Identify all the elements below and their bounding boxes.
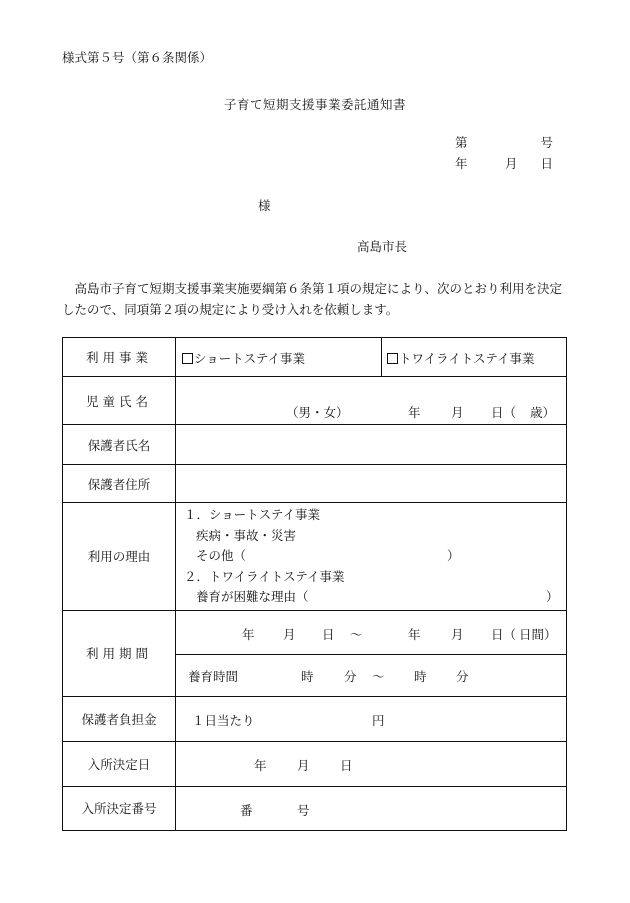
period-to-month: 月	[451, 626, 464, 642]
row-guardian-name	[63, 425, 567, 465]
decision-go: 号	[297, 802, 310, 818]
label-fee: 保護者負担金	[63, 696, 176, 741]
issuer-name: 高島市長	[357, 239, 408, 254]
care-hour-to: 時	[414, 668, 427, 684]
care-tilde: ～	[372, 668, 385, 684]
row-reason	[63, 503, 567, 611]
document-date	[455, 154, 553, 172]
period-to-year: 年	[408, 626, 421, 642]
period-days: 日間）	[519, 626, 557, 642]
decision-ban: 番	[240, 802, 253, 818]
child-birth-day: 日（	[491, 405, 517, 420]
care-hour-from: 時	[301, 668, 314, 684]
row-period	[63, 610, 567, 654]
period-to-day: 日（	[491, 626, 517, 642]
period-from-month: 月	[283, 626, 296, 642]
body-text: 高島市子育て短期支援事業実施要綱第６条第１項の規定により、次のとおり利用を決定したので、同項第２項の規定により受け入れを依頼します。	[62, 281, 563, 317]
checkbox-twilight[interactable]	[387, 353, 398, 364]
service-divider	[381, 338, 382, 376]
period-from-year: 年	[242, 626, 255, 642]
row-service	[63, 338, 567, 377]
notice-table	[62, 337, 567, 831]
cell-guardian-address[interactable]	[176, 465, 567, 503]
row-child	[63, 377, 567, 425]
decision-day: 日	[340, 757, 353, 773]
date-month: 月	[505, 156, 518, 171]
label-guardian-address: 保護者住所	[63, 465, 176, 503]
option-shortstay[interactable]: ショートステイ事業	[182, 349, 305, 367]
child-gender: （男・女）	[286, 405, 349, 420]
fee-yen: 円	[372, 712, 385, 728]
addressee-suffix: 様	[258, 198, 271, 213]
checkbox-shortstay[interactable]	[182, 353, 193, 364]
cell-reason	[176, 503, 567, 611]
number-prefix: 第	[455, 135, 468, 150]
label-service: 利用事業	[63, 338, 176, 377]
row-guardian-address	[63, 465, 567, 503]
care-time-label: 養育時間	[188, 668, 239, 684]
reason-difficulty[interactable]: 養育が困難な理由（ ）	[196, 589, 559, 604]
label-period: 利用期間	[63, 610, 176, 696]
period-tilde: ～	[350, 626, 363, 642]
cell-child	[176, 377, 567, 425]
cell-period-dates	[176, 610, 567, 654]
cell-care-time	[176, 654, 567, 696]
cell-guardian-name[interactable]	[176, 425, 567, 465]
cell-decision-date	[176, 741, 567, 786]
decision-month: 月	[297, 757, 310, 773]
fee-per-day: １日当たり	[192, 712, 255, 728]
cell-decision-number	[176, 786, 567, 830]
cell-service	[176, 338, 567, 377]
label-guardian-name: 保護者氏名	[63, 425, 176, 465]
date-year: 年	[455, 156, 468, 171]
reason-other[interactable]: その他（ ）	[196, 548, 460, 563]
label-reason: 利用の理由	[63, 503, 176, 611]
cell-fee	[176, 696, 567, 741]
row-decision-number	[63, 786, 567, 830]
child-age: 歳）	[530, 405, 556, 420]
care-min-to: 分	[456, 668, 469, 684]
label-child: 児童氏名	[63, 377, 176, 425]
child-birth-month: 月	[451, 405, 464, 420]
label-decision-date: 入所決定日	[63, 741, 176, 786]
row-decision-date	[63, 741, 567, 786]
label-decision-number: 入所決定番号	[63, 786, 176, 830]
reason-shortstay: １．ショートステイ事業	[184, 507, 321, 522]
number-suffix: 号	[540, 135, 553, 150]
document-number	[455, 133, 553, 151]
option-twilight[interactable]: トワイライトステイ事業	[387, 349, 535, 367]
period-from-day: 日	[322, 626, 335, 642]
care-min-from: 分	[344, 668, 357, 684]
row-fee	[63, 696, 567, 741]
reason-illness[interactable]: 疾病・事故・災害	[196, 527, 297, 543]
document-title: 子育て短期支援事業委託通知書	[223, 97, 406, 112]
form-number-label: 様式第５号（第６条関係）	[62, 50, 213, 65]
reason-twilight: ２．トワイライトステイ事業	[184, 568, 345, 584]
date-day: 日	[540, 156, 553, 171]
child-birth-year: 年	[408, 405, 421, 420]
decision-year: 年	[254, 757, 267, 773]
